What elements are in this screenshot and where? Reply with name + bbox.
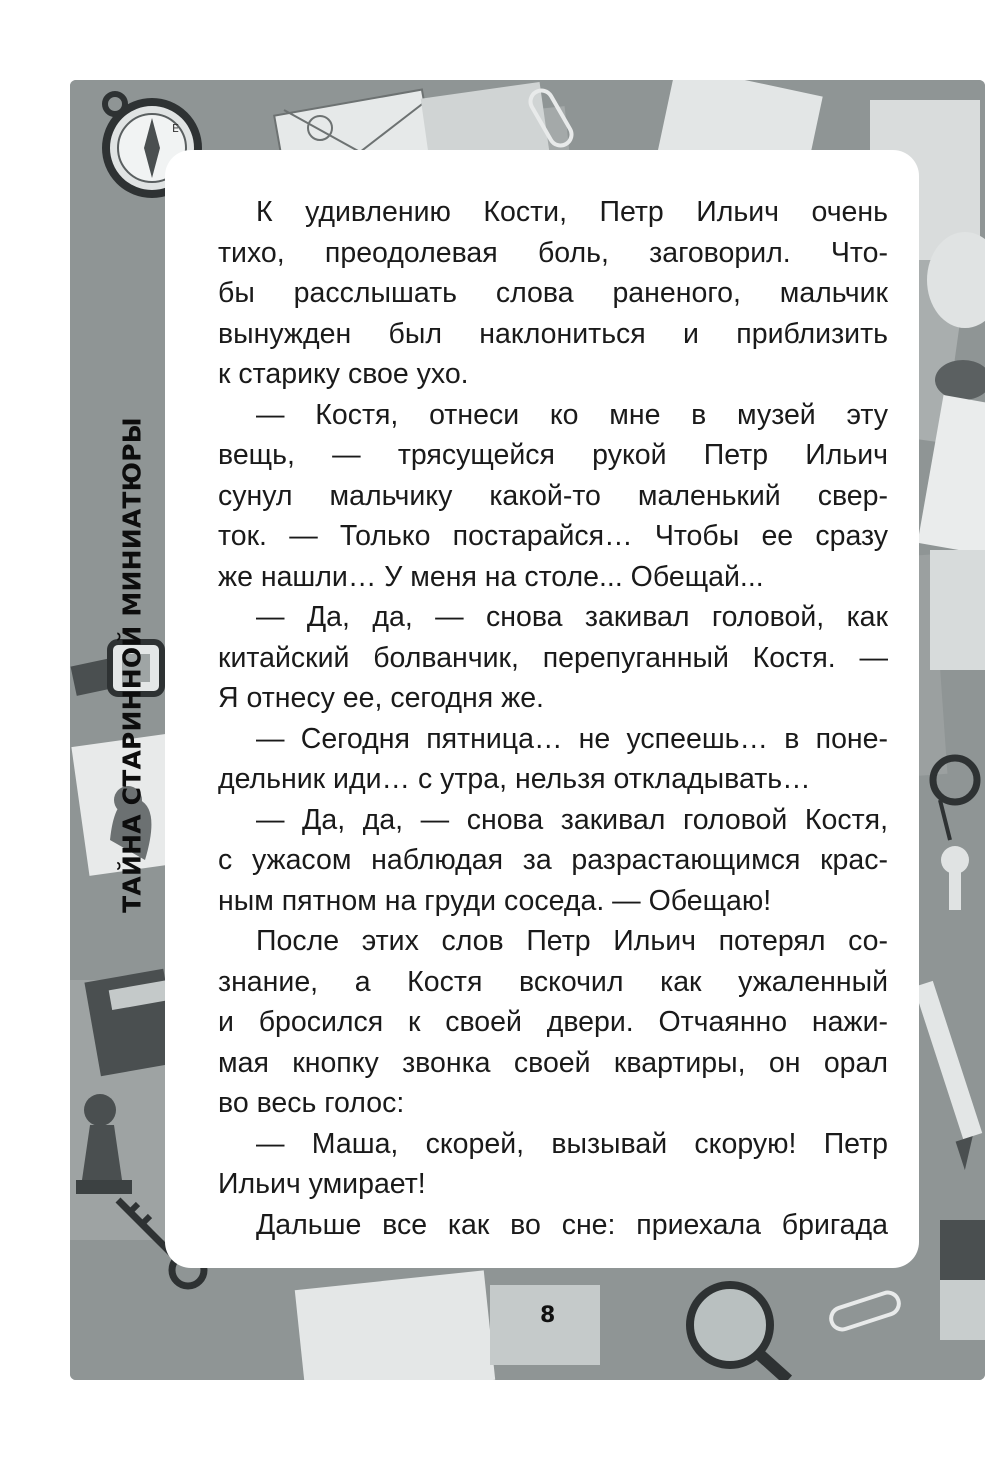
text-line: К удивлению Кости, Петр Ильич очень	[256, 196, 888, 228]
paragraph	[218, 597, 888, 719]
text-line: мая кнопку звонка своей квартиры, он орал	[218, 1046, 888, 1079]
text-panel	[165, 150, 919, 1268]
text-line: — Костя, отнеси ко мне в музей эту	[256, 398, 888, 431]
page-number: 8	[540, 1303, 556, 1328]
paragraph	[218, 1205, 888, 1246]
text-line: дельник иди… с утра, нельзя откладывать…	[218, 763, 811, 795]
text-line: и бросился к своей двери. Отчаянно нажи-	[218, 1006, 888, 1038]
text-line: После этих слов Петр Ильич потерял со-	[256, 925, 888, 957]
text-line: тихо, преодолевая боль, заговорил. Что-	[218, 236, 888, 269]
paragraph	[218, 395, 888, 598]
text-line: знание, а Костя вскочил как ужаленный	[218, 965, 888, 998]
text-line: — Да, да, — снова закивал головой, как	[256, 601, 888, 633]
text-line: Ильич умирает!	[218, 1168, 426, 1200]
paragraph	[218, 800, 888, 922]
text-line: Я отнесу ее, сегодня же.	[218, 682, 544, 714]
text-line: китайский болванчик, перепуганный Костя. —	[218, 641, 888, 674]
paragraph	[218, 921, 888, 1124]
text-line: с ужасом наблюдая за разрастающимся крас-	[218, 844, 888, 876]
text-line: ным пятном на груди соседа. — Обещаю!	[218, 884, 772, 917]
text-line: — Сегодня пятница… не успеешь… в поне-	[256, 722, 888, 755]
paragraph	[218, 1124, 888, 1205]
text-line: бы расслышать слова раненого, мальчик	[218, 277, 888, 309]
text-line: сунул мальчику какой-то маленький свер-	[218, 479, 888, 512]
series-title: ТАЙНА СТАРИННОЙ МИНИАТЮРЫ	[117, 417, 147, 913]
text-line: к старику свое ухо.	[218, 358, 469, 390]
text-line: вещь, — трясущейся рукой Петр Ильич	[218, 439, 888, 471]
text-line: вынужден был наклониться и приблизить	[218, 317, 888, 350]
text-line: — Маша, скорей, вызывай скорую! Петр	[256, 1127, 888, 1160]
text-line: — Да, да, — снова закивал головой Костя,	[256, 803, 888, 836]
text-line: во весь голос:	[218, 1087, 405, 1119]
paragraph	[218, 719, 888, 800]
map-icon	[940, 1220, 985, 1340]
text-line: Дальше все как во сне: приехала бригада	[256, 1208, 888, 1241]
story-text	[218, 192, 888, 1245]
text-line: же нашли… У меня на столе... Обещай...	[218, 560, 764, 593]
paragraph	[218, 192, 888, 395]
svg-text:E: E	[172, 122, 179, 135]
text-line: ток. — Только постарайся… Чтобы ее сразу	[218, 520, 888, 552]
